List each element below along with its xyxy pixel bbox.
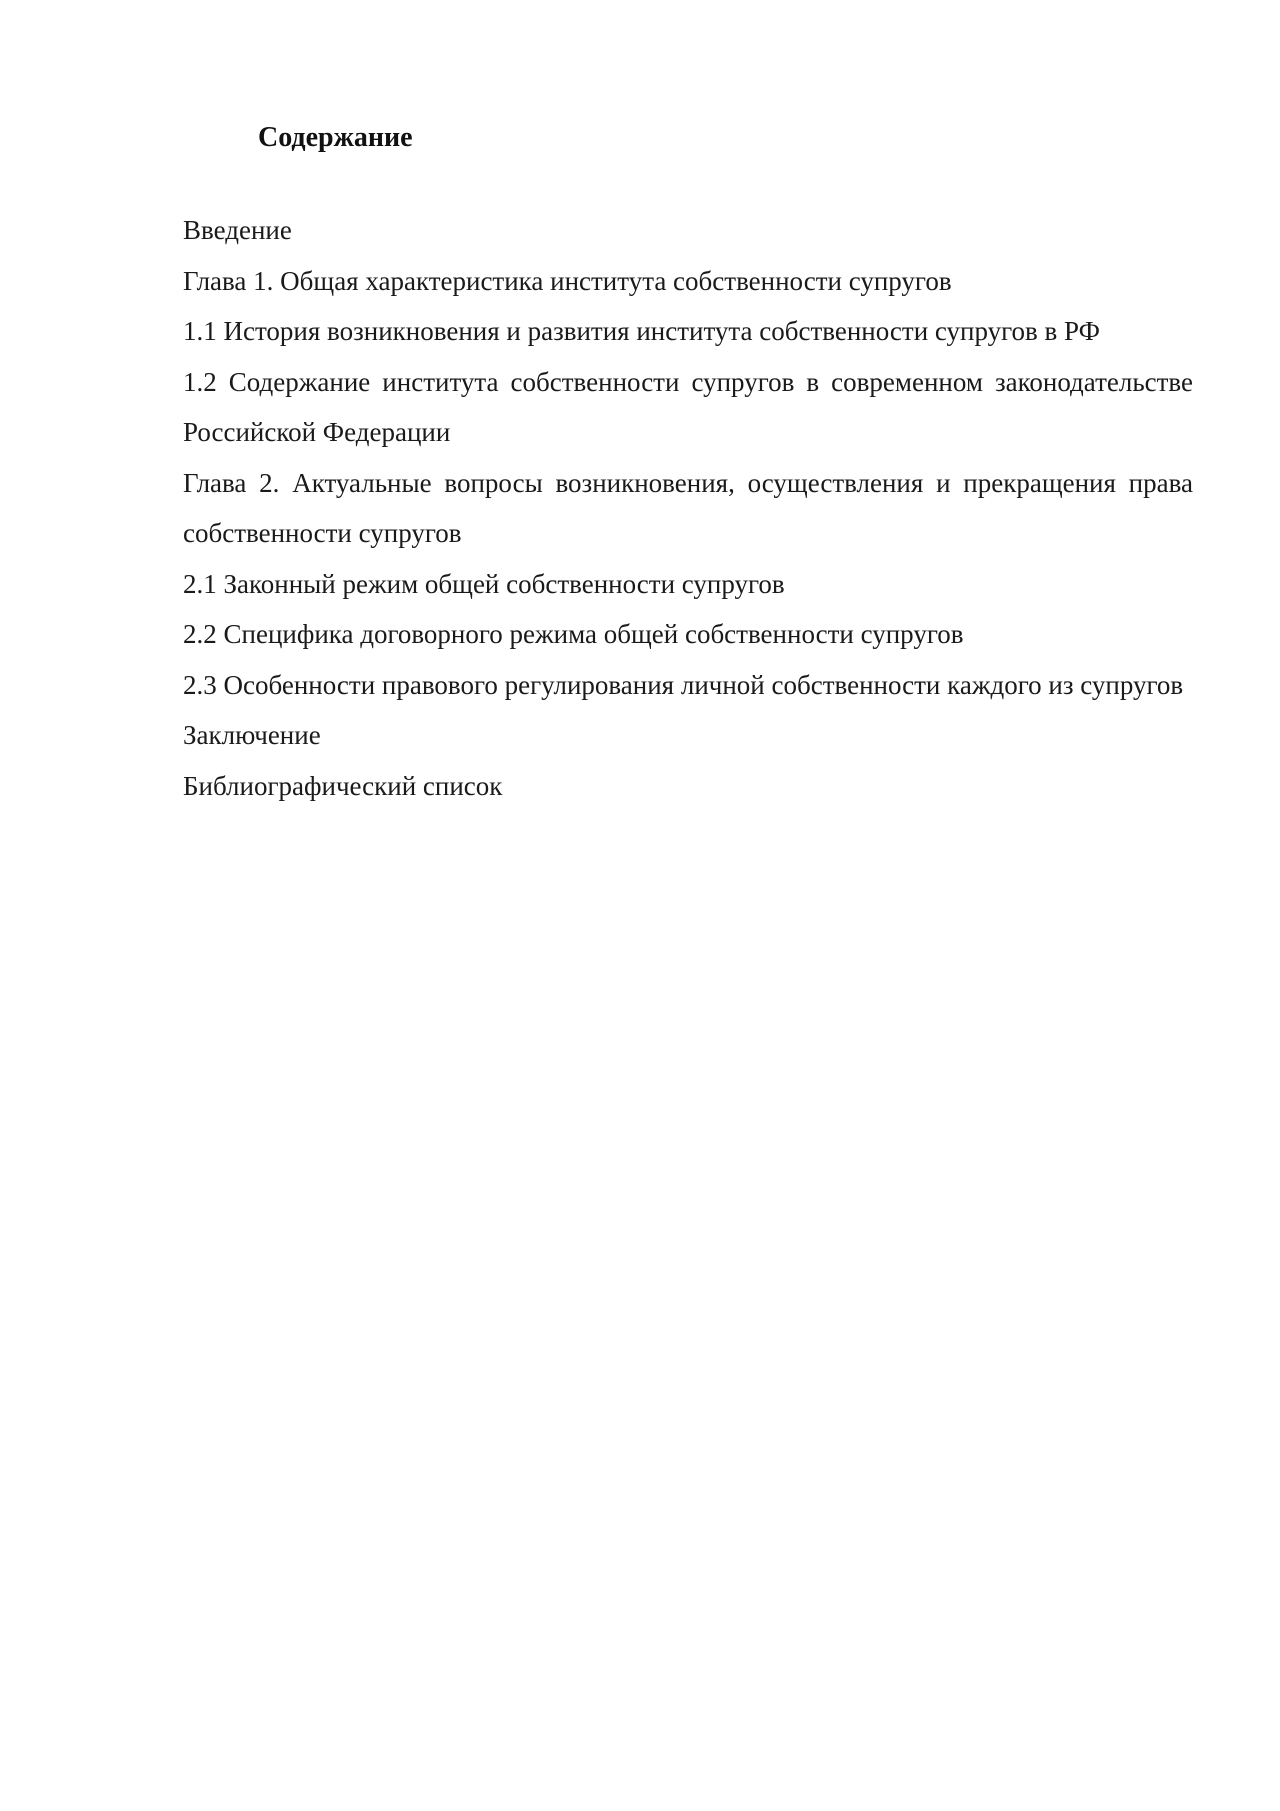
toc-entry-chapter-1: Глава 1. Общая характеристика института собственности супругов: [183, 265, 952, 296]
toc-entry-section-1-1: 1.1 История возникновения и развития института собственности супругов в РФ: [183, 316, 1100, 346]
toc-entry-conclusion: Заключение: [183, 720, 321, 750]
toc-entry-chapter-2: Глава 2. Актуальные вопросы возникновения, осуществления и прекращения права собственности супругов: [183, 467, 1193, 548]
toc-entry-introduction: Введение: [183, 215, 292, 245]
toc-entry-section-2-2: 2.2 Специфика договорного режима общей собственности супругов: [183, 619, 964, 649]
table-of-contents: [183, 205, 1193, 811]
toc-entry-section-2-1: 2.1 Законный режим общей собственности супругов: [183, 568, 785, 599]
toc-entry-section-1-2: 1.2 Содержание института собственности супругов в современном законодательстве Российской Федерации: [183, 366, 1193, 447]
toc-entry-bibliography: Библиографический список: [183, 770, 503, 801]
page-title: Содержание: [258, 122, 413, 153]
toc-entry-section-2-3: 2.3 Особенности правового регулирования личной собственности каждого из супругов: [183, 669, 1184, 700]
